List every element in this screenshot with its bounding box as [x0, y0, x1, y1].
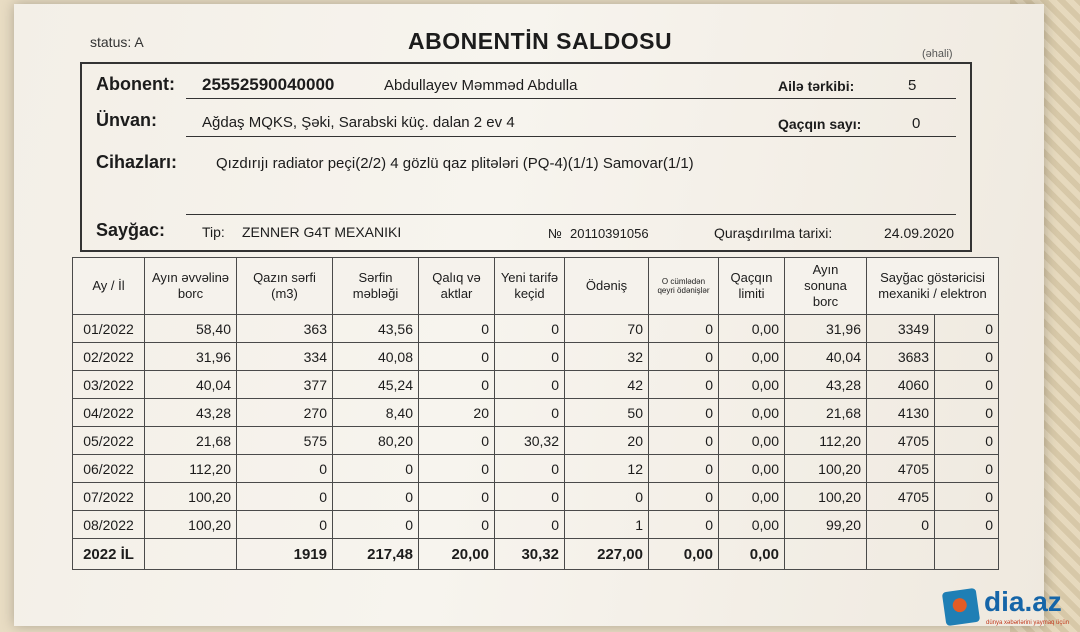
- table-cell: 50: [565, 399, 649, 427]
- meter-type-label: Tip:: [202, 224, 225, 240]
- table-cell: 21,68: [785, 399, 867, 427]
- table-cell: 0: [333, 511, 419, 539]
- table-cell: 0: [237, 511, 333, 539]
- total-row: [73, 539, 999, 570]
- total-cell: [935, 539, 999, 570]
- table-cell: 0: [935, 399, 999, 427]
- table-cell: 45,24: [333, 371, 419, 399]
- underline: [186, 136, 956, 137]
- table-cell: 07/2022: [73, 483, 145, 511]
- table-cell: 4130: [867, 399, 935, 427]
- table-cell: 40,04: [145, 371, 237, 399]
- table-cell: 01/2022: [73, 315, 145, 343]
- table-cell: 40,04: [785, 343, 867, 371]
- table-cell: 42: [565, 371, 649, 399]
- underline: [186, 214, 956, 215]
- table-cell: 270: [237, 399, 333, 427]
- table-cell: 0: [419, 511, 495, 539]
- table-cell: 0: [649, 511, 719, 539]
- table-cell: 3683: [867, 343, 935, 371]
- table-row: [73, 371, 999, 399]
- table-cell: 20: [565, 427, 649, 455]
- table-row: [73, 399, 999, 427]
- meter-type-value: ZENNER G4T MEXANIKI: [242, 224, 402, 240]
- column-header: Yeni tarifə keçid: [495, 258, 565, 315]
- table-cell: 0: [237, 483, 333, 511]
- table-cell: 100,20: [145, 511, 237, 539]
- table-cell: 43,28: [785, 371, 867, 399]
- column-header: Ödəniş: [565, 258, 649, 315]
- category-label: (əhali): [922, 48, 953, 60]
- table-cell: 0: [495, 371, 565, 399]
- table-cell: 0,00: [719, 483, 785, 511]
- total-cell: 227,00: [565, 539, 649, 570]
- table-cell: 100,20: [785, 483, 867, 511]
- table-cell: 0: [935, 511, 999, 539]
- column-header: Ayın sonuna borc: [785, 258, 867, 315]
- globe-icon: [942, 588, 980, 626]
- devices-value: Qızdırıjı radiator peçi(2/2) 4 gözlü qaz plitələri (PQ-4)(1/1) Samovar(1/1): [216, 155, 694, 172]
- table-cell: 0: [495, 483, 565, 511]
- table-row: [73, 483, 999, 511]
- table-cell: 334: [237, 343, 333, 371]
- table-cell: 0: [565, 483, 649, 511]
- table-cell: 0: [495, 343, 565, 371]
- table-cell: 0: [495, 315, 565, 343]
- table-cell: 4705: [867, 455, 935, 483]
- meter-number-value: 20110391056: [570, 226, 649, 241]
- table-cell: 32: [565, 343, 649, 371]
- underline: [186, 98, 956, 99]
- table-row: [73, 315, 999, 343]
- table-cell: 377: [237, 371, 333, 399]
- total-cell: 1919: [237, 539, 333, 570]
- table-cell: 80,20: [333, 427, 419, 455]
- table-cell: 70: [565, 315, 649, 343]
- column-header: Ay / İl: [73, 258, 145, 315]
- column-header: Qalıq və aktlar: [419, 258, 495, 315]
- column-header: Sayğac göstəricisi mexaniki / elektron: [867, 258, 999, 315]
- table-cell: 30,32: [495, 427, 565, 455]
- column-header: O cümlədən qeyri ödənişlər: [649, 258, 719, 315]
- total-cell: [145, 539, 237, 570]
- table-cell: 03/2022: [73, 371, 145, 399]
- table-cell: 43,56: [333, 315, 419, 343]
- table-cell: 0,00: [719, 427, 785, 455]
- column-header: Sərfin məbləği: [333, 258, 419, 315]
- refugee-count-label: Qaçqın sayı:: [778, 116, 862, 132]
- table-cell: 08/2022: [73, 511, 145, 539]
- balance-table: [72, 257, 999, 570]
- total-cell: 0,00: [719, 539, 785, 570]
- table-cell: 0: [649, 343, 719, 371]
- subscriber-label: Abonent:: [96, 74, 175, 94]
- table-cell: 0: [333, 455, 419, 483]
- table-cell: 0: [419, 343, 495, 371]
- table-cell: 4705: [867, 483, 935, 511]
- table-cell: 0: [419, 371, 495, 399]
- table-cell: 43,28: [145, 399, 237, 427]
- column-header: Qaçqın limiti: [719, 258, 785, 315]
- column-header: Qazın sərfi (m3): [237, 258, 333, 315]
- table-cell: 112,20: [785, 427, 867, 455]
- table-cell: 0: [237, 455, 333, 483]
- table-cell: 4060: [867, 371, 935, 399]
- table-cell: 31,96: [145, 343, 237, 371]
- table-cell: 02/2022: [73, 343, 145, 371]
- document-title: ABONENTİN SALDOSU: [408, 28, 673, 54]
- install-date-label: Quraşdırılma tarixi:: [714, 225, 833, 241]
- table-cell: 0: [495, 399, 565, 427]
- watermark-logo: [944, 586, 1080, 630]
- table-cell: 0: [495, 455, 565, 483]
- table-cell: 0: [495, 511, 565, 539]
- table-cell: 575: [237, 427, 333, 455]
- table-cell: 0,00: [719, 455, 785, 483]
- total-cell: 217,48: [333, 539, 419, 570]
- table-cell: 3349: [867, 315, 935, 343]
- install-date-value: 24.09.2020: [884, 225, 955, 241]
- table-row: [73, 455, 999, 483]
- table-cell: 0,00: [719, 315, 785, 343]
- table-cell: 0: [935, 343, 999, 371]
- total-cell: [785, 539, 867, 570]
- table-cell: 0: [649, 399, 719, 427]
- status-label: status: A: [90, 34, 144, 50]
- table-cell: 0: [649, 315, 719, 343]
- address-value: Ağdaş MQKS, Şəki, Sarabski küç. dalan 2 ev 4: [202, 114, 515, 131]
- table-cell: 05/2022: [73, 427, 145, 455]
- table-cell: 31,96: [785, 315, 867, 343]
- table-row: [73, 427, 999, 455]
- table-cell: 112,20: [145, 455, 237, 483]
- table-row: [73, 343, 999, 371]
- table-cell: 0,00: [719, 399, 785, 427]
- table-cell: 0: [935, 483, 999, 511]
- table-cell: 0: [419, 427, 495, 455]
- table-cell: 40,08: [333, 343, 419, 371]
- total-cell: [867, 539, 935, 570]
- table-cell: 58,40: [145, 315, 237, 343]
- watermark-tagline: dünya xəbərlərini yaymaq üçün: [986, 620, 1070, 626]
- table-cell: 0: [649, 455, 719, 483]
- meter-label: Sayğac:: [96, 220, 166, 240]
- column-header: Ayın əvvəlinə borc: [145, 258, 237, 315]
- refugee-count-value: 0: [912, 115, 921, 132]
- table-cell: 0,00: [719, 343, 785, 371]
- table-cell: 99,20: [785, 511, 867, 539]
- table-cell: 0: [333, 483, 419, 511]
- table-cell: 0: [935, 427, 999, 455]
- table-cell: 0: [935, 315, 999, 343]
- total-cell: 30,32: [495, 539, 565, 570]
- subscriber-name: Abdullayev Məmməd Abdulla: [384, 77, 578, 94]
- table-cell: 0: [649, 427, 719, 455]
- table-row: [73, 511, 999, 539]
- table-cell: 06/2022: [73, 455, 145, 483]
- table-cell: 1: [565, 511, 649, 539]
- subscriber-code: 25552590040000: [202, 75, 335, 94]
- subscriber-info-box: [80, 62, 972, 252]
- family-size-label: Ailə tərkibi:: [778, 78, 855, 94]
- table-cell: 0: [935, 455, 999, 483]
- address-label: Ünvan:: [96, 110, 158, 130]
- document-sheet: [14, 4, 1070, 626]
- table-cell: 8,40: [333, 399, 419, 427]
- table-cell: 0: [935, 371, 999, 399]
- table-cell: 100,20: [785, 455, 867, 483]
- table-header-row: [73, 258, 999, 315]
- total-cell: 0,00: [649, 539, 719, 570]
- table-cell: 363: [237, 315, 333, 343]
- family-size-value: 5: [908, 77, 917, 94]
- table-cell: 0: [419, 315, 495, 343]
- table-cell: 0: [649, 483, 719, 511]
- table-cell: 0,00: [719, 371, 785, 399]
- table-cell: 0: [419, 483, 495, 511]
- table-cell: 0: [867, 511, 935, 539]
- table-cell: 04/2022: [73, 399, 145, 427]
- table-cell: 100,20: [145, 483, 237, 511]
- table-cell: 0: [419, 455, 495, 483]
- table-cell: 21,68: [145, 427, 237, 455]
- meter-number-label: №: [548, 226, 562, 241]
- devices-label: Cihazları:: [96, 152, 178, 172]
- total-cell: 2022 İL: [73, 539, 145, 570]
- table-cell: 20: [419, 399, 495, 427]
- watermark-site: dia.az: [984, 586, 1062, 617]
- table-cell: 0,00: [719, 511, 785, 539]
- table-cell: 12: [565, 455, 649, 483]
- table-cell: 0: [649, 371, 719, 399]
- total-cell: 20,00: [419, 539, 495, 570]
- table-cell: 4705: [867, 427, 935, 455]
